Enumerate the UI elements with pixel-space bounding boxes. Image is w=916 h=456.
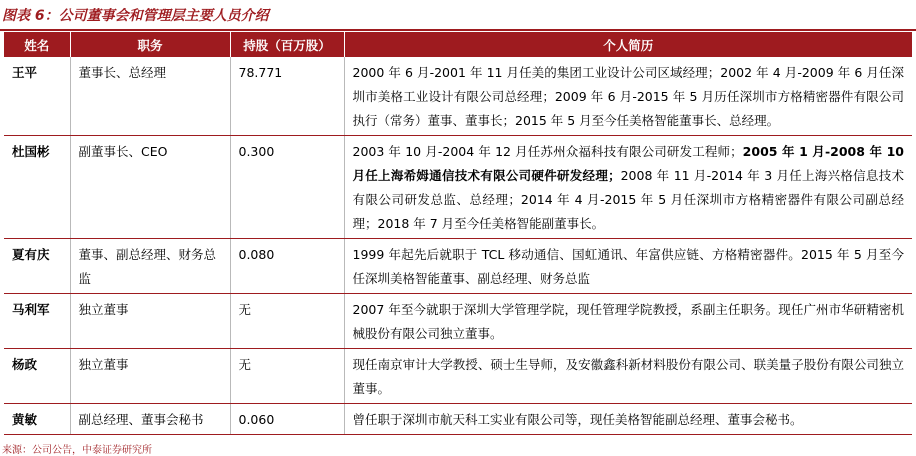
cell-name: 夏有庆 bbox=[4, 239, 70, 294]
cell-shares: 0.300 bbox=[230, 136, 344, 239]
cell-name: 王平 bbox=[4, 57, 70, 136]
cell-shares: 78.771 bbox=[230, 57, 344, 136]
bio-text: 曾任职于深圳市航天科工实业有限公司等，现任美格智能副总经理、董事会秘书。 bbox=[352, 412, 803, 427]
table-row bbox=[4, 294, 912, 349]
cell-name: 马利军 bbox=[4, 294, 70, 349]
cell-shares: 0.080 bbox=[230, 239, 344, 294]
table-row bbox=[4, 404, 912, 435]
table-caption: 图表 6：公司董事会和管理层主要人员介绍 bbox=[2, 8, 269, 24]
cell-bio bbox=[344, 294, 912, 349]
cell-shares: 0.060 bbox=[230, 404, 344, 435]
table-row bbox=[4, 349, 912, 404]
cell-position: 独立董事 bbox=[70, 294, 230, 349]
cell-shares: 无 bbox=[230, 349, 344, 404]
header-shares: 持股（百万股） bbox=[230, 32, 344, 57]
cell-name: 杜国彬 bbox=[4, 136, 70, 239]
cell-position: 副董事长、CEO bbox=[70, 136, 230, 239]
management-table bbox=[4, 32, 912, 435]
bio-text: 2007 年至今就职于深圳大学管理学院，现任管理学院教授，系副主任职务。现任广州市华研精密机械股份有限公司独立董事。 bbox=[352, 302, 904, 341]
cell-bio bbox=[344, 136, 912, 239]
bio-text: 2003 年 10 月-2004 年 12 月任苏州众福科技有限公司研发工程师； bbox=[352, 144, 743, 159]
cell-bio bbox=[344, 239, 912, 294]
table-header-row bbox=[4, 32, 912, 57]
table-row bbox=[4, 239, 912, 294]
table-row bbox=[4, 136, 912, 239]
cell-position: 董事、副总经理、财务总监 bbox=[70, 239, 230, 294]
table-row bbox=[4, 57, 912, 136]
caption-divider bbox=[0, 29, 916, 31]
cell-bio bbox=[344, 349, 912, 404]
cell-position: 副总经理、董事会秘书 bbox=[70, 404, 230, 435]
bio-text: 2000 年 6 月-2001 年 11 月任美的集团工业设计公司区域经理；2002 年 4 月-2009 年 6 月任深圳市美格工业设计有限公司总经理；2009 年 6 月-2015 年 5 月历任深圳市方格精密器件有限公司执行（常务）董事、董事长；2015 年 5 月至今任美格智能董事长、总经理。 bbox=[352, 65, 904, 128]
cell-shares: 无 bbox=[230, 294, 344, 349]
cell-bio bbox=[344, 404, 912, 435]
source-note: 来源：公司公告，中泰证券研究所 bbox=[2, 445, 152, 456]
cell-position: 独立董事 bbox=[70, 349, 230, 404]
cell-name: 杨政 bbox=[4, 349, 70, 404]
bio-text: 现任南京审计大学教授、硕士生导师，及安徽鑫科新材料股份有限公司、联美量子股份有限公司独立董事。 bbox=[352, 357, 904, 396]
cell-position: 董事长、总经理 bbox=[70, 57, 230, 136]
cell-bio bbox=[344, 57, 912, 136]
bio-highlight: 2005 年 1 月-2008 年 10 月任上海希姆通信技术有限公司硬件研发经理； bbox=[352, 144, 904, 183]
bio-text: 2008 年 11 月-2014 年 3 月任上海兴格信息技术有限公司研发总监、总经理；2014 年 4 月-2015 年 5 月任深圳市方格精密器件有限公司副总经理；2018 年 7 月至今任美格智能副董事长。 bbox=[352, 168, 904, 231]
header-position: 职务 bbox=[70, 32, 230, 57]
bio-text: 1999 年起先后就职于 TCL 移动通信、国虹通讯、年富供应链、方格精密器件。2015 年 5 月至今任深圳美格智能董事、副总经理、财务总监 bbox=[352, 247, 904, 286]
header-bio: 个人简历 bbox=[344, 32, 912, 57]
header-name: 姓名 bbox=[4, 32, 70, 57]
cell-name: 黄敏 bbox=[4, 404, 70, 435]
